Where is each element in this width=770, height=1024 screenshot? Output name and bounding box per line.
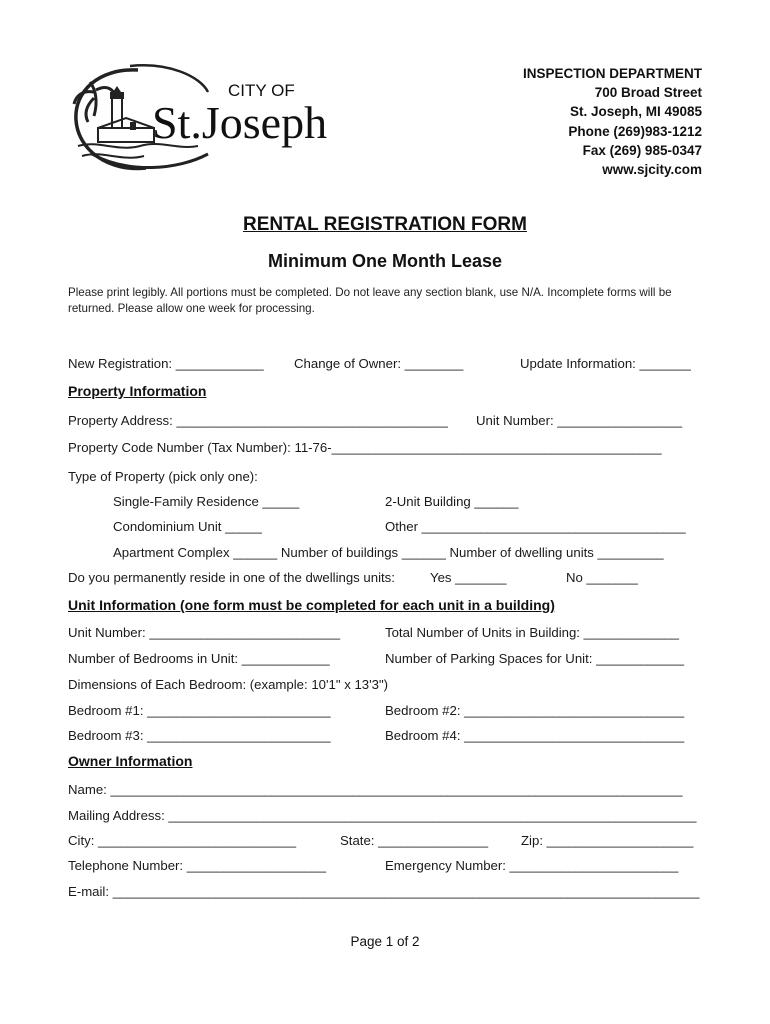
bedroom-4-field[interactable]: Bedroom #4: ______________________________	[385, 728, 685, 743]
form-subtitle: Minimum One Month Lease	[267, 251, 503, 271]
department-phone: Phone (269)983-1212	[568, 123, 702, 139]
reside-no-field[interactable]: No _______	[566, 570, 638, 585]
condominium-option[interactable]: Condominium Unit _____	[113, 519, 262, 534]
department-website[interactable]: www.sjcity.com	[602, 162, 702, 178]
single-family-option[interactable]: Single-Family Residence _____	[113, 494, 300, 509]
page-number: Page 1 of 2	[350, 934, 420, 949]
department-city: St. Joseph, MI 49085	[569, 104, 702, 120]
logo-city-of: CITY OF	[228, 81, 295, 100]
property-address-field[interactable]: Property Address: _____________________________________	[68, 413, 448, 428]
bedroom-dimensions-label: Dimensions of Each Bedroom: (example: 10'1" x 13'3")	[68, 677, 389, 692]
reside-question: Do you permanently reside in one of the dwellings units:	[68, 570, 395, 585]
department-fax: Fax (269) 985-0347	[582, 142, 702, 158]
owner-name-field[interactable]: Name: ______________________________________________________________________________	[68, 782, 683, 797]
reside-yes-field[interactable]: Yes _______	[430, 570, 507, 585]
unit-section-heading: Unit Information (one form must be completed for each unit in a building)	[68, 597, 555, 613]
property-code-number-field[interactable]: Property Code Number (Tax Number): 11-76-_____________________________________________	[68, 440, 662, 455]
bedroom-3-field[interactable]: Bedroom #3: _________________________	[68, 728, 331, 743]
emergency-number-field[interactable]: Emergency Number: _______________________	[385, 858, 679, 873]
property-type-label: Type of Property (pick only one):	[68, 469, 258, 484]
new-registration-field[interactable]: New Registration: ____________	[68, 356, 264, 371]
telephone-field[interactable]: Telephone Number: ___________________	[68, 858, 327, 873]
parking-spaces-field[interactable]: Number of Parking Spaces for Unit: ____________	[385, 651, 685, 666]
total-units-field[interactable]: Total Number of Units in Building: _____________	[385, 625, 679, 640]
owner-section-heading: Owner Information	[68, 753, 193, 769]
property-section-heading: Property Information	[68, 383, 207, 399]
bedroom-2-field[interactable]: Bedroom #2: ______________________________	[385, 703, 685, 718]
department-header	[442, 64, 702, 179]
owner-state-field[interactable]: State: _______________	[340, 833, 489, 848]
bedrooms-field[interactable]: Number of Bedrooms in Unit: ____________	[68, 651, 330, 666]
bedroom-1-field[interactable]: Bedroom #1: _________________________	[68, 703, 331, 718]
form-instructions: Please print legibly. All portions must be completed. Do not leave any section blank, use N/A. Incomplete forms will be returned. Please allow one week for processing.	[68, 286, 672, 315]
unit-number-field[interactable]: Unit Number: __________________________	[68, 625, 341, 640]
update-information-field[interactable]: Update Information: _______	[520, 356, 691, 371]
other-option[interactable]: Other ____________________________________	[385, 519, 686, 534]
logo-name: St.Joseph	[152, 97, 328, 148]
form-title: RENTAL REGISTRATION FORM	[243, 214, 527, 235]
email-field[interactable]: E-mail: ________________________________________________________________________________	[68, 884, 700, 899]
department-street: 700 Broad Street	[594, 85, 702, 101]
mailing-address-field[interactable]: Mailing Address: ________________________________________________________________________	[68, 808, 697, 823]
property-unit-number-field[interactable]: Unit Number: _________________	[476, 413, 683, 428]
owner-city-field[interactable]: City: ___________________________	[68, 833, 297, 848]
apartment-complex-option[interactable]: Apartment Complex ______ Number of buildings ______ Number of dwelling units _________	[113, 545, 664, 560]
department-name: INSPECTION DEPARTMENT	[522, 66, 702, 81]
owner-zip-field[interactable]: Zip: ____________________	[521, 833, 694, 848]
two-unit-option[interactable]: 2-Unit Building ______	[385, 494, 519, 509]
change-of-owner-field[interactable]: Change of Owner: ________	[294, 356, 464, 371]
city-logo	[68, 62, 348, 174]
